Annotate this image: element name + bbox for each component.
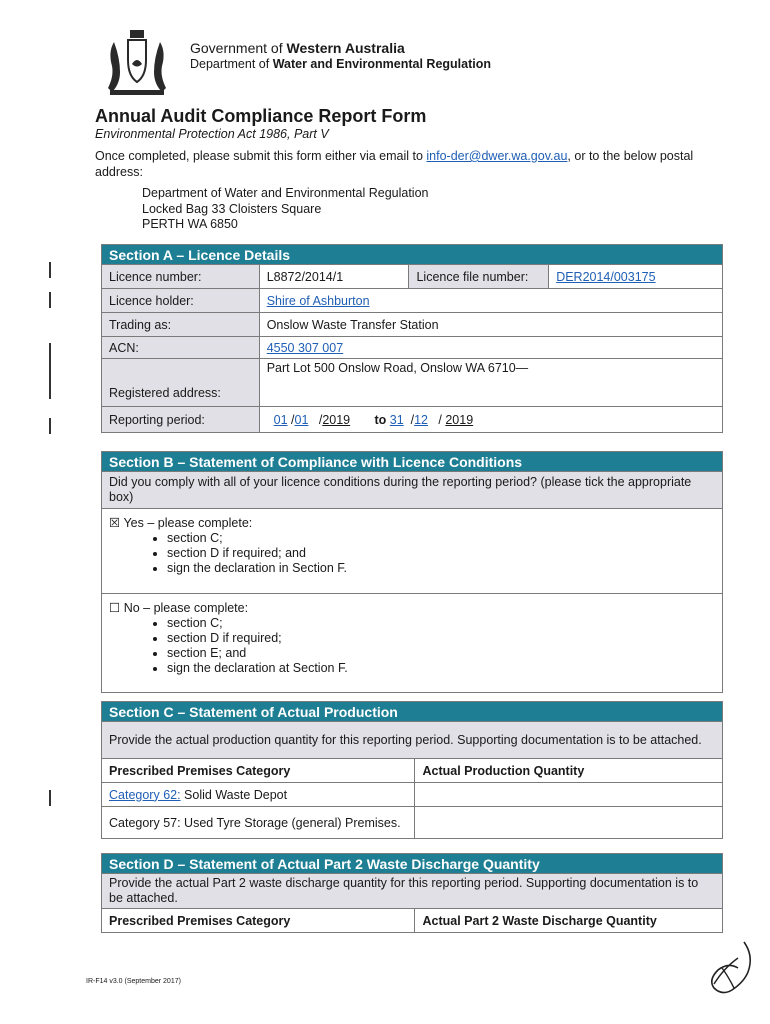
- government-line: Government of Western Australia: [190, 40, 405, 56]
- change-bar: [49, 262, 51, 278]
- compliance-question: Did you comply with all of your licence conditions during the reporting period? (please tick the appropriate box): [102, 472, 723, 509]
- change-bar: [49, 790, 51, 806]
- category-57-row: Category 57: Used Tyre Storage (general) Premises.: [102, 807, 415, 839]
- licence-number-value[interactable]: L8872/2014/1: [259, 265, 409, 289]
- acn-value[interactable]: 4550 307 007: [259, 337, 722, 359]
- category-62-row: Category 62: Solid Waste Depot: [102, 783, 415, 807]
- licence-holder-label: Licence holder:: [102, 289, 260, 313]
- trading-as-value[interactable]: Onslow Waste Transfer Station: [259, 313, 722, 337]
- address-line: PERTH WA 6850: [142, 217, 238, 231]
- section-c-header: Section C – Statement of Actual Production: [102, 702, 723, 722]
- option-no[interactable]: ☐ No – please complete: • section C; • section D if required; • section E; and • sign the declaration at Section F.: [102, 594, 723, 693]
- production-instruction: Provide the actual production quantity for this reporting period. Supporting documentation is to be attached.: [102, 722, 723, 759]
- section-a-header: Section A – Licence Details: [102, 245, 723, 265]
- trading-as-label: Trading as:: [102, 313, 260, 337]
- form-version-footer: IR-F14 v3.0 (September 2017): [86, 978, 181, 985]
- form-subtitle: Environmental Protection Act 1986, Part V: [95, 127, 329, 141]
- form-title: Annual Audit Compliance Report Form: [95, 106, 427, 126]
- quantity-column-header: Actual Production Quantity: [415, 759, 723, 783]
- list-item: • section C;: [167, 616, 715, 631]
- section-b-header: Section B – Statement of Compliance with Licence Conditions: [102, 452, 723, 472]
- no-checkbox[interactable]: ☐: [109, 601, 121, 615]
- reporting-period-label: Reporting period:: [102, 407, 260, 433]
- list-item: • section E; and: [167, 646, 715, 661]
- section-a-table: [101, 244, 723, 433]
- registered-address-label: Registered address:: [102, 359, 260, 407]
- section-c-table: [101, 701, 723, 839]
- category-column-header: Prescribed Premises Category: [102, 909, 415, 933]
- address-line: Department of Water and Environmental Regulation: [142, 186, 429, 200]
- reporting-period-value[interactable]: 01 /01 /2019 to 31 /12 / 2019: [259, 407, 722, 433]
- email-link[interactable]: info-der@dwer.wa.gov.au: [426, 149, 568, 163]
- discharge-instruction: Provide the actual Part 2 waste discharge quantity for this reporting period. Supporting documentation is to be attached.: [102, 874, 723, 909]
- licence-number-label: Licence number:: [102, 265, 260, 289]
- signature-initials: [700, 938, 760, 998]
- category-62-quantity[interactable]: [415, 783, 723, 807]
- list-item: • sign the declaration in Section F.: [167, 561, 715, 576]
- list-item: • sign the declaration at Section F.: [167, 661, 715, 676]
- category-57-quantity[interactable]: [415, 807, 723, 839]
- section-b-table: [101, 451, 723, 693]
- section-d-table: [101, 853, 723, 933]
- yes-checkbox[interactable]: ☒: [109, 516, 121, 530]
- change-bar: [49, 292, 51, 308]
- list-item: • section D if required; and: [167, 546, 715, 561]
- section-d-header: Section D – Statement of Actual Part 2 Waste Discharge Quantity: [102, 854, 723, 874]
- change-bar: [49, 343, 51, 399]
- wa-crest-logo: [104, 24, 170, 98]
- submission-instructions: Once completed, please submit this form either via email to info-der@dwer.wa.gov.au, or to the below postal address:: [95, 149, 694, 179]
- department-line: Department of Water and Environmental Regulation: [190, 57, 491, 71]
- address-line: Locked Bag 33 Cloisters Square: [142, 201, 322, 216]
- licence-file-label: Licence file number:: [409, 265, 549, 289]
- discharge-column-header: Actual Part 2 Waste Discharge Quantity: [415, 909, 723, 933]
- list-item: • section D if required;: [167, 631, 715, 646]
- category-column-header: Prescribed Premises Category: [102, 759, 415, 783]
- postal-address: [142, 186, 429, 233]
- registered-address-value[interactable]: Part Lot 500 Onslow Road, Onslow WA 6710—: [259, 359, 722, 407]
- list-item: • section C;: [167, 531, 715, 546]
- licence-file-value[interactable]: DER2014/003175: [549, 265, 723, 289]
- change-bar: [49, 418, 51, 434]
- licence-holder-value[interactable]: Shire of Ashburton: [259, 289, 722, 313]
- acn-label: ACN:: [102, 337, 260, 359]
- option-yes[interactable]: ☒ Yes – please complete: • section C; • section D if required; and • sign the declaration in Section F.: [102, 509, 723, 594]
